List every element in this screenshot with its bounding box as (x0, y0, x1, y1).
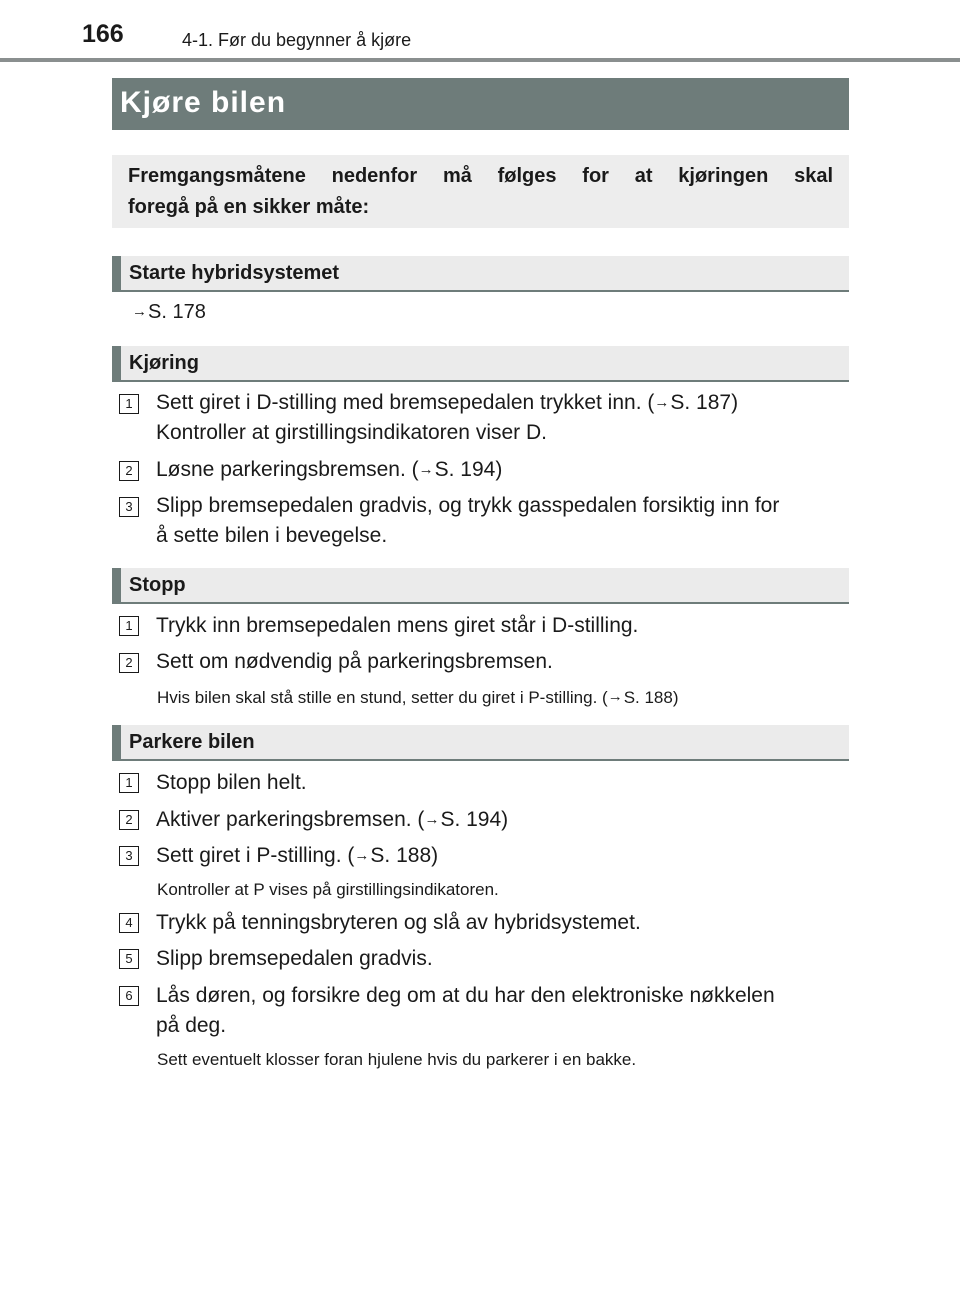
park-step-3 (156, 841, 438, 871)
stop-note (157, 686, 679, 709)
section-heading-driving: Kjøring (112, 346, 849, 382)
step-number-badge: 5 (119, 949, 139, 969)
page-title: Kjøre bilen (112, 78, 849, 130)
intro-line-2: foregå på en sikker måte: (128, 196, 370, 218)
arrow-right-icon: → (418, 461, 434, 478)
arrow-right-icon: → (607, 688, 623, 705)
page-reference[interactable]: S. 194) (434, 458, 503, 481)
step-text: Lås døren, og forsikre deg om at du har den elektroniske nøkkelen (156, 984, 775, 1007)
driving-step-2 (156, 455, 502, 485)
driving-step-1 (156, 388, 738, 448)
section-heading-park: Parkere bilen (112, 725, 849, 761)
start-reference[interactable] (132, 301, 206, 324)
step-text: Sett giret i P-stilling. ( (156, 844, 355, 867)
step-number-badge: 4 (119, 913, 139, 933)
step-number-badge: 1 (119, 616, 139, 636)
step-number-badge: 3 (119, 846, 139, 866)
stop-step-1: Trykk inn bremsepedalen mens giret står i D-stilling. (156, 614, 639, 637)
header-rule (0, 58, 960, 62)
driving-step-3 (156, 491, 779, 551)
note-text: Hvis bilen skal stå stille en stund, setter du giret i P-stilling. ( (157, 688, 608, 707)
step-number-badge: 3 (119, 497, 139, 517)
step-text-line-2: å sette bilen i bevegelse. (156, 524, 388, 547)
arrow-right-icon: → (354, 847, 370, 864)
intro-box (112, 155, 849, 228)
step-number-badge: 1 (119, 394, 139, 414)
step-text: Slipp bremsepedalen gradvis, og trykk gasspedalen forsiktig inn for (156, 494, 780, 517)
park-step-1: Stopp bilen helt. (156, 771, 307, 794)
section-heading-stop: Stopp (112, 568, 849, 604)
step-text: Sett giret i D-stilling med bremsepedalen trykket inn. ( (156, 391, 655, 414)
stop-step-2: Sett om nødvendig på parkeringsbremsen. (156, 650, 553, 673)
page-reference[interactable]: S. 188) (623, 688, 679, 707)
chapter-title: 4-1. Før du begynner å kjøre (182, 30, 412, 50)
step-text-line-2: Kontroller at girstillingsindikatoren viser D. (156, 421, 547, 444)
step-text-line-2: på deg. (156, 1014, 227, 1037)
page-reference[interactable]: S. 188) (370, 844, 439, 867)
park-step-2 (156, 805, 508, 835)
arrow-right-icon: → (654, 394, 670, 411)
page-reference[interactable]: S. 194) (440, 808, 509, 831)
step-number-badge: 6 (119, 986, 139, 1006)
step-text: Aktiver parkeringsbremsen. ( (156, 808, 425, 831)
step-number-badge: 2 (119, 461, 139, 481)
step-number-badge: 2 (119, 653, 139, 673)
page-number: 166 (82, 20, 124, 48)
park-step-3-note: Kontroller at P vises på girstillingsindikatoren. (157, 880, 499, 899)
step-text: Løsne parkeringsbremsen. ( (156, 458, 419, 481)
arrow-right-icon: → (132, 303, 147, 320)
start-reference-text: S. 178 (148, 301, 206, 323)
park-step-4: Trykk på tenningsbryteren og slå av hybridsystemet. (156, 911, 641, 934)
intro-line-1: Fremgangsmåtene nedenfor må følges for at kjøringen skal (128, 165, 833, 187)
park-step-5: Slipp bremsepedalen gradvis. (156, 947, 433, 970)
step-number-badge: 1 (119, 773, 139, 793)
arrow-right-icon: → (424, 811, 440, 828)
section-heading-start: Starte hybridsystemet (112, 256, 849, 292)
park-step-6-note: Sett eventuelt klosser foran hjulene hvis du parkerer i en bakke. (157, 1050, 637, 1069)
step-number-badge: 2 (119, 810, 139, 830)
page-reference[interactable]: S. 187) (670, 391, 739, 414)
park-step-6 (156, 981, 775, 1041)
